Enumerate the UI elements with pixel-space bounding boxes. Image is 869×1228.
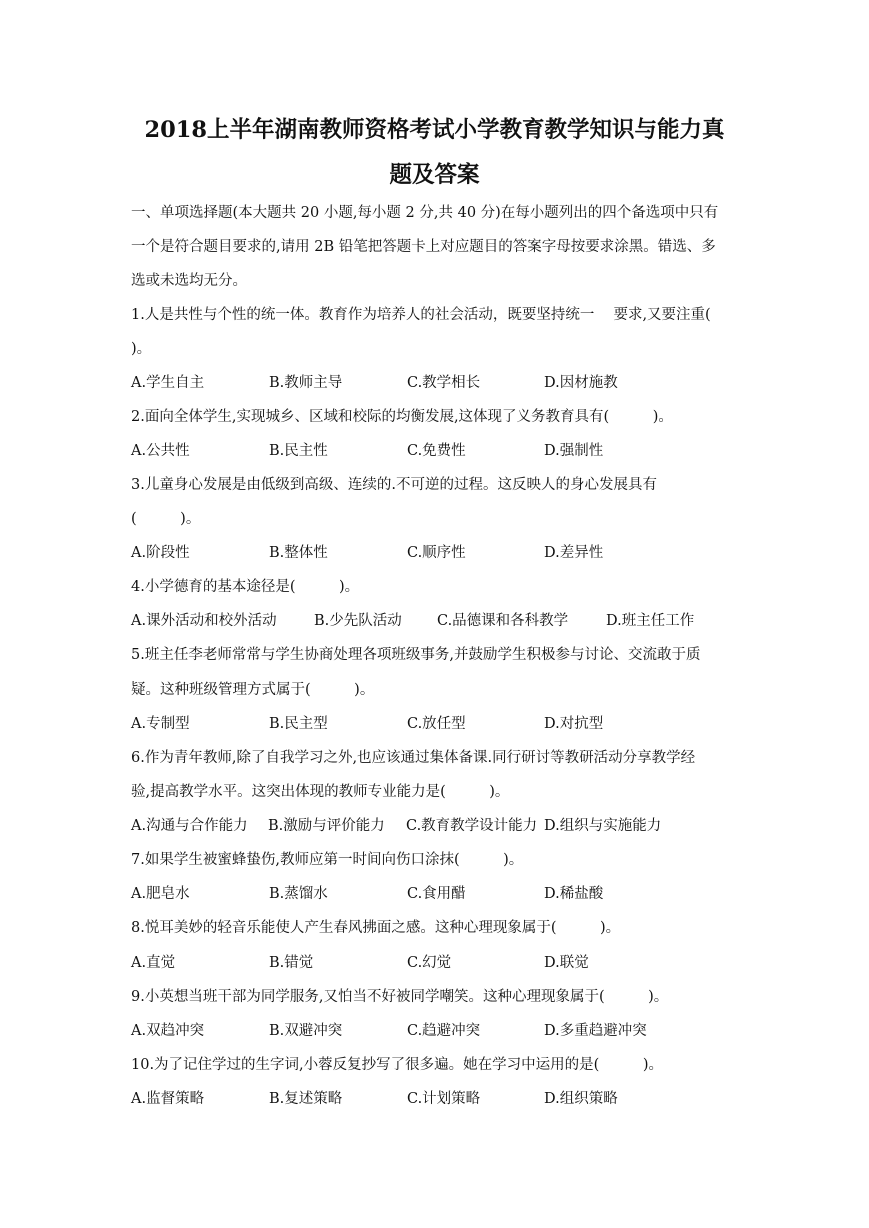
question-stem: 7.如果学生被蜜蜂蛰伤,教师应第一时间向伤口涂抹( )。 [131,852,524,868]
question-stem: 8.悦耳美妙的轻音乐能使人产生春风拂面之感。这种心理现象属于( )。 [131,920,621,936]
option-a: A.公共性 [131,443,190,459]
option-d: D.对抗型 [544,716,604,732]
option-c: C.放任型 [407,716,466,732]
question-stem: 9.小英想当班干部为同学服务,又怕当不好被同学嘲笑。这种心理现象属于( )。 [131,989,669,1005]
section-instructions-line: 一、单项选择题(本大题共 20 小题,每小题 2 分,共 40 分)在每小题列出的四个备选项中只有 [131,205,719,221]
option-d: D.稀盐酸 [544,886,604,902]
option-c: C.免费性 [407,443,466,459]
option-d: D.强制性 [544,443,604,459]
question-options [131,543,751,563]
option-c: C.食用醋 [407,886,466,902]
question-stem: 2.面向全体学生,实现城乡、区域和校际的均衡发展,这体现了义务教育具有( )。 [131,409,673,425]
option-a: A.阶段性 [131,545,190,561]
question-options [131,953,751,973]
option-c: C.品德课和各科教学 [437,613,569,629]
option-d: D.差异性 [544,545,604,561]
option-a: A.课外活动和校外活动 [131,613,277,629]
option-a: A.双趋冲突 [131,1023,205,1039]
question-stem: )。 [131,341,152,357]
question-stem: 4.小学德育的基本途径是( )。 [131,579,360,595]
question-stem: 验,提高教学水平。这突出体现的教师专业能力是( )。 [131,784,510,800]
option-a: A.专制型 [131,716,190,732]
document-title-line-2: 题及答案 [389,162,480,188]
option-a: A.沟通与合作能力 [131,818,248,834]
option-d: D.联觉 [544,955,589,971]
question-stem: 疑。这种班级管理方式属于( )。 [131,682,375,698]
question-stem: 10.为了记住学过的生字词,小蓉反复抄写了很多遍。她在学习中运用的是( )。 [131,1057,663,1073]
option-b: B.少先队活动 [314,613,402,629]
option-b: B.整体性 [269,545,328,561]
question-options [131,611,751,631]
option-d: D.多重趋避冲突 [544,1023,647,1039]
option-b: B.激励与评价能力 [268,818,385,834]
option-d: D.因材施教 [544,375,618,391]
option-b: B.蒸馏水 [269,886,328,902]
question-options [131,816,751,836]
option-d: D.组织策略 [544,1091,618,1107]
document-title-line-1: 2018上半年湖南教师资格考试小学教育教学知识与能力真 [144,117,725,143]
option-d: D.班主任工作 [606,613,695,629]
question-stem: 1.人是共性与个性的统一体。教育作为培养人的社会活动，既要坚持统一 要求,又要注重( [131,307,711,323]
option-b: B.民主型 [269,716,328,732]
option-b: B.民主性 [269,443,328,459]
option-c: C.幻觉 [407,955,452,971]
option-b: B.教师主导 [269,375,343,391]
option-b: B.错觉 [269,955,314,971]
section-instructions-line: 选或未选均无分。 [131,273,247,289]
question-options [131,373,751,393]
question-options [131,1021,751,1041]
option-a: A.监督策略 [131,1091,205,1107]
section-instructions-line: 一个是符合题目要求的,请用 2B 铅笔把答题卡上对应题目的答案字母按要求涂黑。错选、多 [131,239,716,255]
question-stem: 6.作为青年教师,除了自我学习之外,也应该通过集体备课.同行研讨等教研活动分享教学经 [131,750,696,766]
option-c: C.趋避冲突 [407,1023,481,1039]
question-options [131,441,751,461]
option-a: A.肥皂水 [131,886,190,902]
option-c: C.计划策略 [407,1091,481,1107]
question-stem: 3.儿童身心发展是由低级到高级、连续的.不可逆的过程。这反映人的身心发展具有 [131,477,657,493]
question-stem: 5.班主任李老师常常与学生协商处理各项班级事务,并鼓励学生积极参与讨论、交流敢于质 [131,647,701,663]
question-options [131,1089,751,1109]
option-b: B.复述策略 [269,1091,343,1107]
question-options [131,884,751,904]
option-d: D.组织与实施能力 [544,818,662,834]
option-c: C.顺序性 [407,545,466,561]
option-a: A.学生自主 [131,375,205,391]
option-a: A.直觉 [131,955,176,971]
question-options [131,714,751,734]
option-c: C.教育教学设计能力 [406,818,538,834]
option-b: B.双避冲突 [269,1023,343,1039]
option-c: C.教学相长 [407,375,481,391]
question-stem: ( )。 [131,511,201,527]
